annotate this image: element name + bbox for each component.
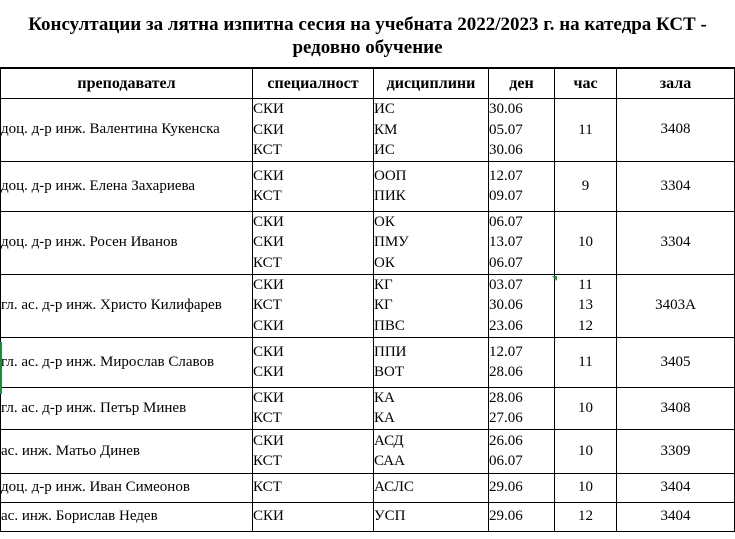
cell-specialty-line: СКИ xyxy=(253,276,284,293)
cell-specialty-line: СКИ xyxy=(253,213,284,230)
cell-specialty[interactable] xyxy=(253,473,374,502)
consultation-table xyxy=(0,68,735,532)
cell-disciplines[interactable] xyxy=(374,274,489,337)
cell-specialty-line: СКИ xyxy=(253,508,284,525)
cell-teacher[interactable]: гл. ас. д-р инж. Христо Килифарев xyxy=(1,274,253,337)
cell-teacher[interactable]: гл. ас. д-р инж. Мирослав Славов xyxy=(1,337,253,387)
cell-room[interactable]: 3403А xyxy=(617,274,735,337)
cell-day-line: 12.07 xyxy=(489,167,523,184)
cell-specialty[interactable] xyxy=(253,211,374,274)
cell-disciplines-line: ПВС xyxy=(374,317,405,334)
cell-day-line: 29.06 xyxy=(489,479,523,496)
cell-specialty[interactable] xyxy=(253,429,374,473)
cell-specialty-line: СКИ xyxy=(253,234,284,251)
cell-disciplines-line: АСД xyxy=(374,432,404,449)
cell-hour-line: 11 xyxy=(578,121,593,138)
cell-day-line: 28.06 xyxy=(489,364,523,380)
header-specialty[interactable]: специалност xyxy=(253,69,374,99)
cell-day[interactable] xyxy=(489,473,555,502)
cell-day-line: 28.06 xyxy=(489,389,523,406)
cell-teacher[interactable]: гл. ас. д-р инж. Петър Минев xyxy=(1,387,253,429)
cell-disciplines-line: КГ xyxy=(374,297,393,314)
cell-disciplines[interactable] xyxy=(374,502,489,531)
cell-specialty-line: КСТ xyxy=(253,410,282,426)
cell-day-line: 26.06 xyxy=(489,432,523,449)
cell-disciplines[interactable] xyxy=(374,99,489,162)
cell-hour[interactable] xyxy=(555,387,617,429)
header-teacher[interactable]: преподавател xyxy=(1,69,253,99)
cell-disciplines[interactable] xyxy=(374,337,489,387)
cell-hour-line: 12 xyxy=(578,508,593,525)
cell-day[interactable] xyxy=(489,99,555,162)
cell-hour[interactable] xyxy=(555,337,617,387)
header-row xyxy=(1,69,735,99)
cell-hour[interactable] xyxy=(555,274,617,337)
cell-room[interactable]: 3404 xyxy=(617,473,735,502)
cell-hour-line: 10 xyxy=(578,399,593,416)
cell-specialty-line: СКИ xyxy=(253,121,284,138)
cell-specialty[interactable] xyxy=(253,161,374,211)
cell-hour-line: 11 xyxy=(578,353,593,370)
cell-day[interactable] xyxy=(489,502,555,531)
cell-hour[interactable] xyxy=(555,161,617,211)
cell-hour[interactable] xyxy=(555,211,617,274)
cell-day-line: 03.07 xyxy=(489,276,523,293)
cell-specialty[interactable] xyxy=(253,274,374,337)
cell-disciplines-line: ВОТ xyxy=(374,364,404,380)
cell-hour[interactable] xyxy=(555,99,617,162)
cell-hour-line: 13 xyxy=(578,297,593,314)
cell-disciplines[interactable] xyxy=(374,387,489,429)
cell-specialty-line: КСТ xyxy=(253,188,282,204)
cell-hour-line: 9 xyxy=(581,177,590,194)
cell-hour[interactable] xyxy=(555,473,617,502)
cell-specialty[interactable] xyxy=(253,502,374,531)
cell-specialty-line: КСТ xyxy=(253,254,282,271)
title-block xyxy=(0,0,735,68)
table-row xyxy=(1,337,735,387)
cell-day-line: 23.06 xyxy=(489,317,523,334)
cell-disciplines[interactable] xyxy=(374,161,489,211)
cell-day[interactable] xyxy=(489,161,555,211)
cell-disciplines-line: КМ xyxy=(374,121,398,138)
cell-room[interactable]: 3408 xyxy=(617,387,735,429)
cell-day-line: 12.07 xyxy=(489,343,523,360)
cell-specialty-line: КСТ xyxy=(253,297,282,314)
cell-comment-marker xyxy=(552,276,557,281)
cell-room[interactable]: 3304 xyxy=(617,161,735,211)
cell-specialty[interactable] xyxy=(253,337,374,387)
cell-day[interactable] xyxy=(489,274,555,337)
page-title: Консултации за лятна изпитна сесия на учебната 2022/2023 г. на катедра КСТ - xyxy=(28,14,707,35)
cell-hour[interactable] xyxy=(555,429,617,473)
cell-disciplines-line: КГ xyxy=(374,276,393,293)
cell-specialty-line: СКИ xyxy=(253,432,284,449)
header-disciplines[interactable]: дисциплини xyxy=(374,69,489,99)
cell-specialty-line: СКИ xyxy=(253,343,284,360)
cell-room[interactable]: 3404 xyxy=(617,502,735,531)
header-day[interactable]: ден xyxy=(489,69,555,99)
cell-day-line: 27.06 xyxy=(489,410,523,426)
cell-hour-line: 10 xyxy=(578,234,593,251)
table-row xyxy=(1,502,735,531)
page-subtitle: редовно обучение xyxy=(292,37,443,58)
cell-room[interactable]: 3309 xyxy=(617,429,735,473)
table-row xyxy=(1,274,735,337)
cell-specialty-line: СКИ xyxy=(253,364,284,380)
cell-day-line: 29.06 xyxy=(489,508,523,525)
cell-hour-line: 11 xyxy=(578,276,593,293)
cell-disciplines-line: ОК xyxy=(374,254,395,271)
cell-disciplines-line: КА xyxy=(374,410,395,426)
header-hour[interactable]: час xyxy=(555,69,617,99)
table-row xyxy=(1,211,735,274)
cell-room[interactable]: 3408 xyxy=(617,99,735,162)
table-row xyxy=(1,161,735,211)
cell-day[interactable] xyxy=(489,211,555,274)
cell-disciplines-line: УСП xyxy=(374,508,406,525)
cell-day-line: 30.06 xyxy=(489,297,523,314)
cell-day[interactable] xyxy=(489,387,555,429)
cell-specialty-line: СКИ xyxy=(253,101,284,117)
cell-day-line: 13.07 xyxy=(489,234,523,251)
cell-day-line: 30.06 xyxy=(489,142,523,158)
cell-day[interactable] xyxy=(489,429,555,473)
cell-room[interactable]: 3304 xyxy=(617,211,735,274)
cell-day-line: 30.06 xyxy=(489,101,523,117)
cell-specialty-line: СКИ xyxy=(253,167,284,184)
cell-specialty[interactable] xyxy=(253,387,374,429)
cell-teacher[interactable]: ас. инж. Борислав Недев xyxy=(1,502,253,531)
cell-disciplines[interactable] xyxy=(374,429,489,473)
cell-disciplines-line: САА xyxy=(374,453,405,469)
cell-hour[interactable] xyxy=(555,502,617,531)
cell-teacher[interactable]: доц. д-р инж. Иван Симеонов xyxy=(1,473,253,502)
cell-disciplines-line: ИС xyxy=(374,142,395,158)
cell-room[interactable]: 3405 xyxy=(617,337,735,387)
cell-specialty-line: СКИ xyxy=(253,317,284,334)
cell-disciplines[interactable] xyxy=(374,211,489,274)
table-row xyxy=(1,429,735,473)
cell-disciplines-line: КА xyxy=(374,389,395,406)
cell-disciplines-line: ОК xyxy=(374,213,395,230)
cell-teacher[interactable]: доц. д-р инж. Елена Захариева xyxy=(1,161,253,211)
cell-day-line: 06.07 xyxy=(489,213,523,230)
cell-teacher[interactable]: ас. инж. Матьо Динев xyxy=(1,429,253,473)
cell-disciplines-line: ИС xyxy=(374,101,395,117)
cell-specialty-line: КСТ xyxy=(253,142,282,158)
cell-day[interactable] xyxy=(489,337,555,387)
cell-specialty[interactable] xyxy=(253,99,374,162)
cell-day-line: 09.07 xyxy=(489,188,523,204)
cell-teacher[interactable]: доц. д-р инж. Росен Иванов xyxy=(1,211,253,274)
cell-disciplines-line: АСЛС xyxy=(374,479,414,496)
cell-disciplines[interactable] xyxy=(374,473,489,502)
cell-disciplines-line: ПИК xyxy=(374,188,406,204)
table-row xyxy=(1,99,735,162)
cell-specialty-line: КСТ xyxy=(253,453,282,469)
cell-hour-line: 10 xyxy=(578,442,593,459)
cell-hour-line: 10 xyxy=(578,479,593,496)
selection-edge-marker xyxy=(0,342,2,394)
cell-disciplines-line: ООП xyxy=(374,167,407,184)
cell-day-line: 05.07 xyxy=(489,121,523,138)
header-room[interactable]: зала xyxy=(617,69,735,99)
cell-day-line: 06.07 xyxy=(489,254,523,271)
table-row xyxy=(1,387,735,429)
cell-teacher[interactable]: доц. д-р инж. Валентина Кукенска xyxy=(1,99,253,162)
cell-disciplines-line: ПМУ xyxy=(374,234,409,251)
cell-day-line: 06.07 xyxy=(489,453,523,469)
table-row xyxy=(1,473,735,502)
cell-hour-line: 12 xyxy=(578,317,593,334)
cell-specialty-line: КСТ xyxy=(253,479,282,496)
cell-specialty-line: СКИ xyxy=(253,389,284,406)
cell-disciplines-line: ППИ xyxy=(374,343,407,360)
